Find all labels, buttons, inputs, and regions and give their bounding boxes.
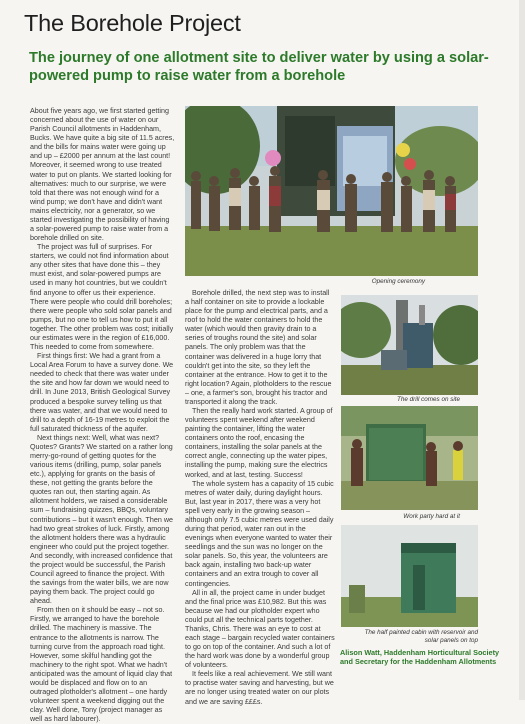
paragraph: All in all, the project came in under budget and the final price was £10,982. But this was because we had our plotholder expert who could put all the technical parts together. Thanks, Chris. There was an eye to cost at each stage – bargain recycled water containers to go on top of the container. And such a lot of the hard work was done by a wonderful group of volunteers. [185,588,335,670]
paragraph: The whole system has a capacity of 15 cubic metres of water daily, during daylight hours. But, last year in 2017, there was a very hot spell very early in the growing season – although only 7.5 cubic metres were used daily during that period, water ran out in the evenings when everyone wanted to water their seedlings and the sun was no longer on the solar panels. So, this year, the volunteers are back again, installing two back-up water containers and an extra trough to cover all contingencies. [185,479,334,588]
paragraph: Then the really hard work started. A group of volunteers spent weekend after weekend painting the container, lifting the water containers onto the roof, encasing the containers, installing the solar panels at the correct angle, connecting up the water pipes, installing the pump, making sure the electrics worked, and at last, testing. Success! [185,407,333,479]
author-credit: Alison Watt, Haddenham Horticultural Society and Secretary for the Haddenham Allotments [340,648,500,666]
caption-container: The half painted cabin with reservoir and solar panels on top [364,629,478,644]
caption-drill: The drill comes on site [397,396,460,403]
article-column-1 [30,107,175,724]
article-column-2 [185,289,335,707]
article-title: The Borehole Project [24,10,241,36]
paragraph: It feels like a real achievement. We still want to practise water saving and harvesting, but we are no longer using treated water on our plots and we are saving £££s. [185,670,334,706]
opening-ceremony-photo [185,106,478,276]
page-edge [519,0,525,700]
paragraph: The project was full of surprises. For starters, we could not find information about any other sites that have done this – they must exist, and solar-powered pumps are used in many hot countries, but we couldn't find anyone to offer us their experience. There were people who could drill boreholes; there were people who sold solar panels and pumps, but no one to tell us how to put it all together. The other problem was cost; initially our estimates were in the region of £16,000. This needed to come from somewhere. [30,243,174,352]
paragraph: About five years ago, we first started getting concerned about the use of water on our Parish Council allotments in Haddenham, Bucks. We have quite a big site of 11.5 acres, and the bills for mains water were going up and up – £2000 per annum at the last count! Moreover, it seemed wrong to use treated water to put on plants. We started looking for alternatives: much to our surprise, we were told that there was not enough wind for a wind pump; we don't have and didn't want mains electricity, nor a generator, so we started investigating the possibility of having a solar-powered pump to raise water from a borehole drilled on site. [30,107,175,243]
paragraph: From then on it should be easy – not so. Firstly, we arranged to have the borehole drilled. The machinery is massive. The entrance to the allotments is narrow. The turning curve from the approach road tight. However, some skilful handling got the machinery to the right spot. What we hadn't anticipated was the amount of liquid clay that would be displaced and flow on to an outraged plotholder's allotment – one hardy volunteer spent a weekend digging out the clay. Well done, Tony (project manager as well as hard labourer). [30,606,173,724]
paragraph: Next things next: Well, what was next? Quotes? Grants? We started on a rather long merry-go-round of getting quotes for the various items (drilling, pump, solar panels etc.), applying for grants on the basis of these, not getting the grants before the quotes ran out, then starting again. As allotment holders, we raised a considerable sum – fundraising quizzes, BBQs, voluntary contributions – but it wasn't enough. Then we had two great strokes of luck. Firstly, among the allotment holders there was a hydraulic engineer who could put the project together. And secondly, with increased confidence that the project would be successful, the Parish Council agreed to finance the project. With the savings from the water bills, we are now paying them back. The project could go ahead. [30,433,173,606]
caption-opening: Opening ceremony [371,278,425,285]
article-subtitle: The journey of one allotment site to deliver water by using a solar-powered pump to raise water from a borehole [29,50,489,84]
drill-photo [341,295,478,395]
caption-workparty: Work party hard at it [403,513,460,520]
paragraph: Borehole drilled, the next step was to install a half container on site to provide a lockable place for the pump and electrical parts, and a roof to hold the water containers to hold the water (which would then gravity drain to a series of troughs round the site) and solar panels. The only problem was that the container was delivered in a huge lorry that couldn't get into the site, so they left the container at the entrance. How to get it to the right location? Again, plotholders to the rescue – one, a farmer's son, brought his tractor and transported it along the track. [185,289,332,406]
paragraph: First things first: We had a grant from a Local Area Forum to have a survey done. We needed to check that there was water under the site and how far down we would need to drill. In June 2013, British Geological Survey produced a bespoke survey telling us that there was water, and that we would need to drill to a depth of 16-19 metres to exploit the full saturated thickness of the aquifer. [30,352,174,433]
work-party-photo [341,406,478,510]
container-photo [341,525,478,627]
